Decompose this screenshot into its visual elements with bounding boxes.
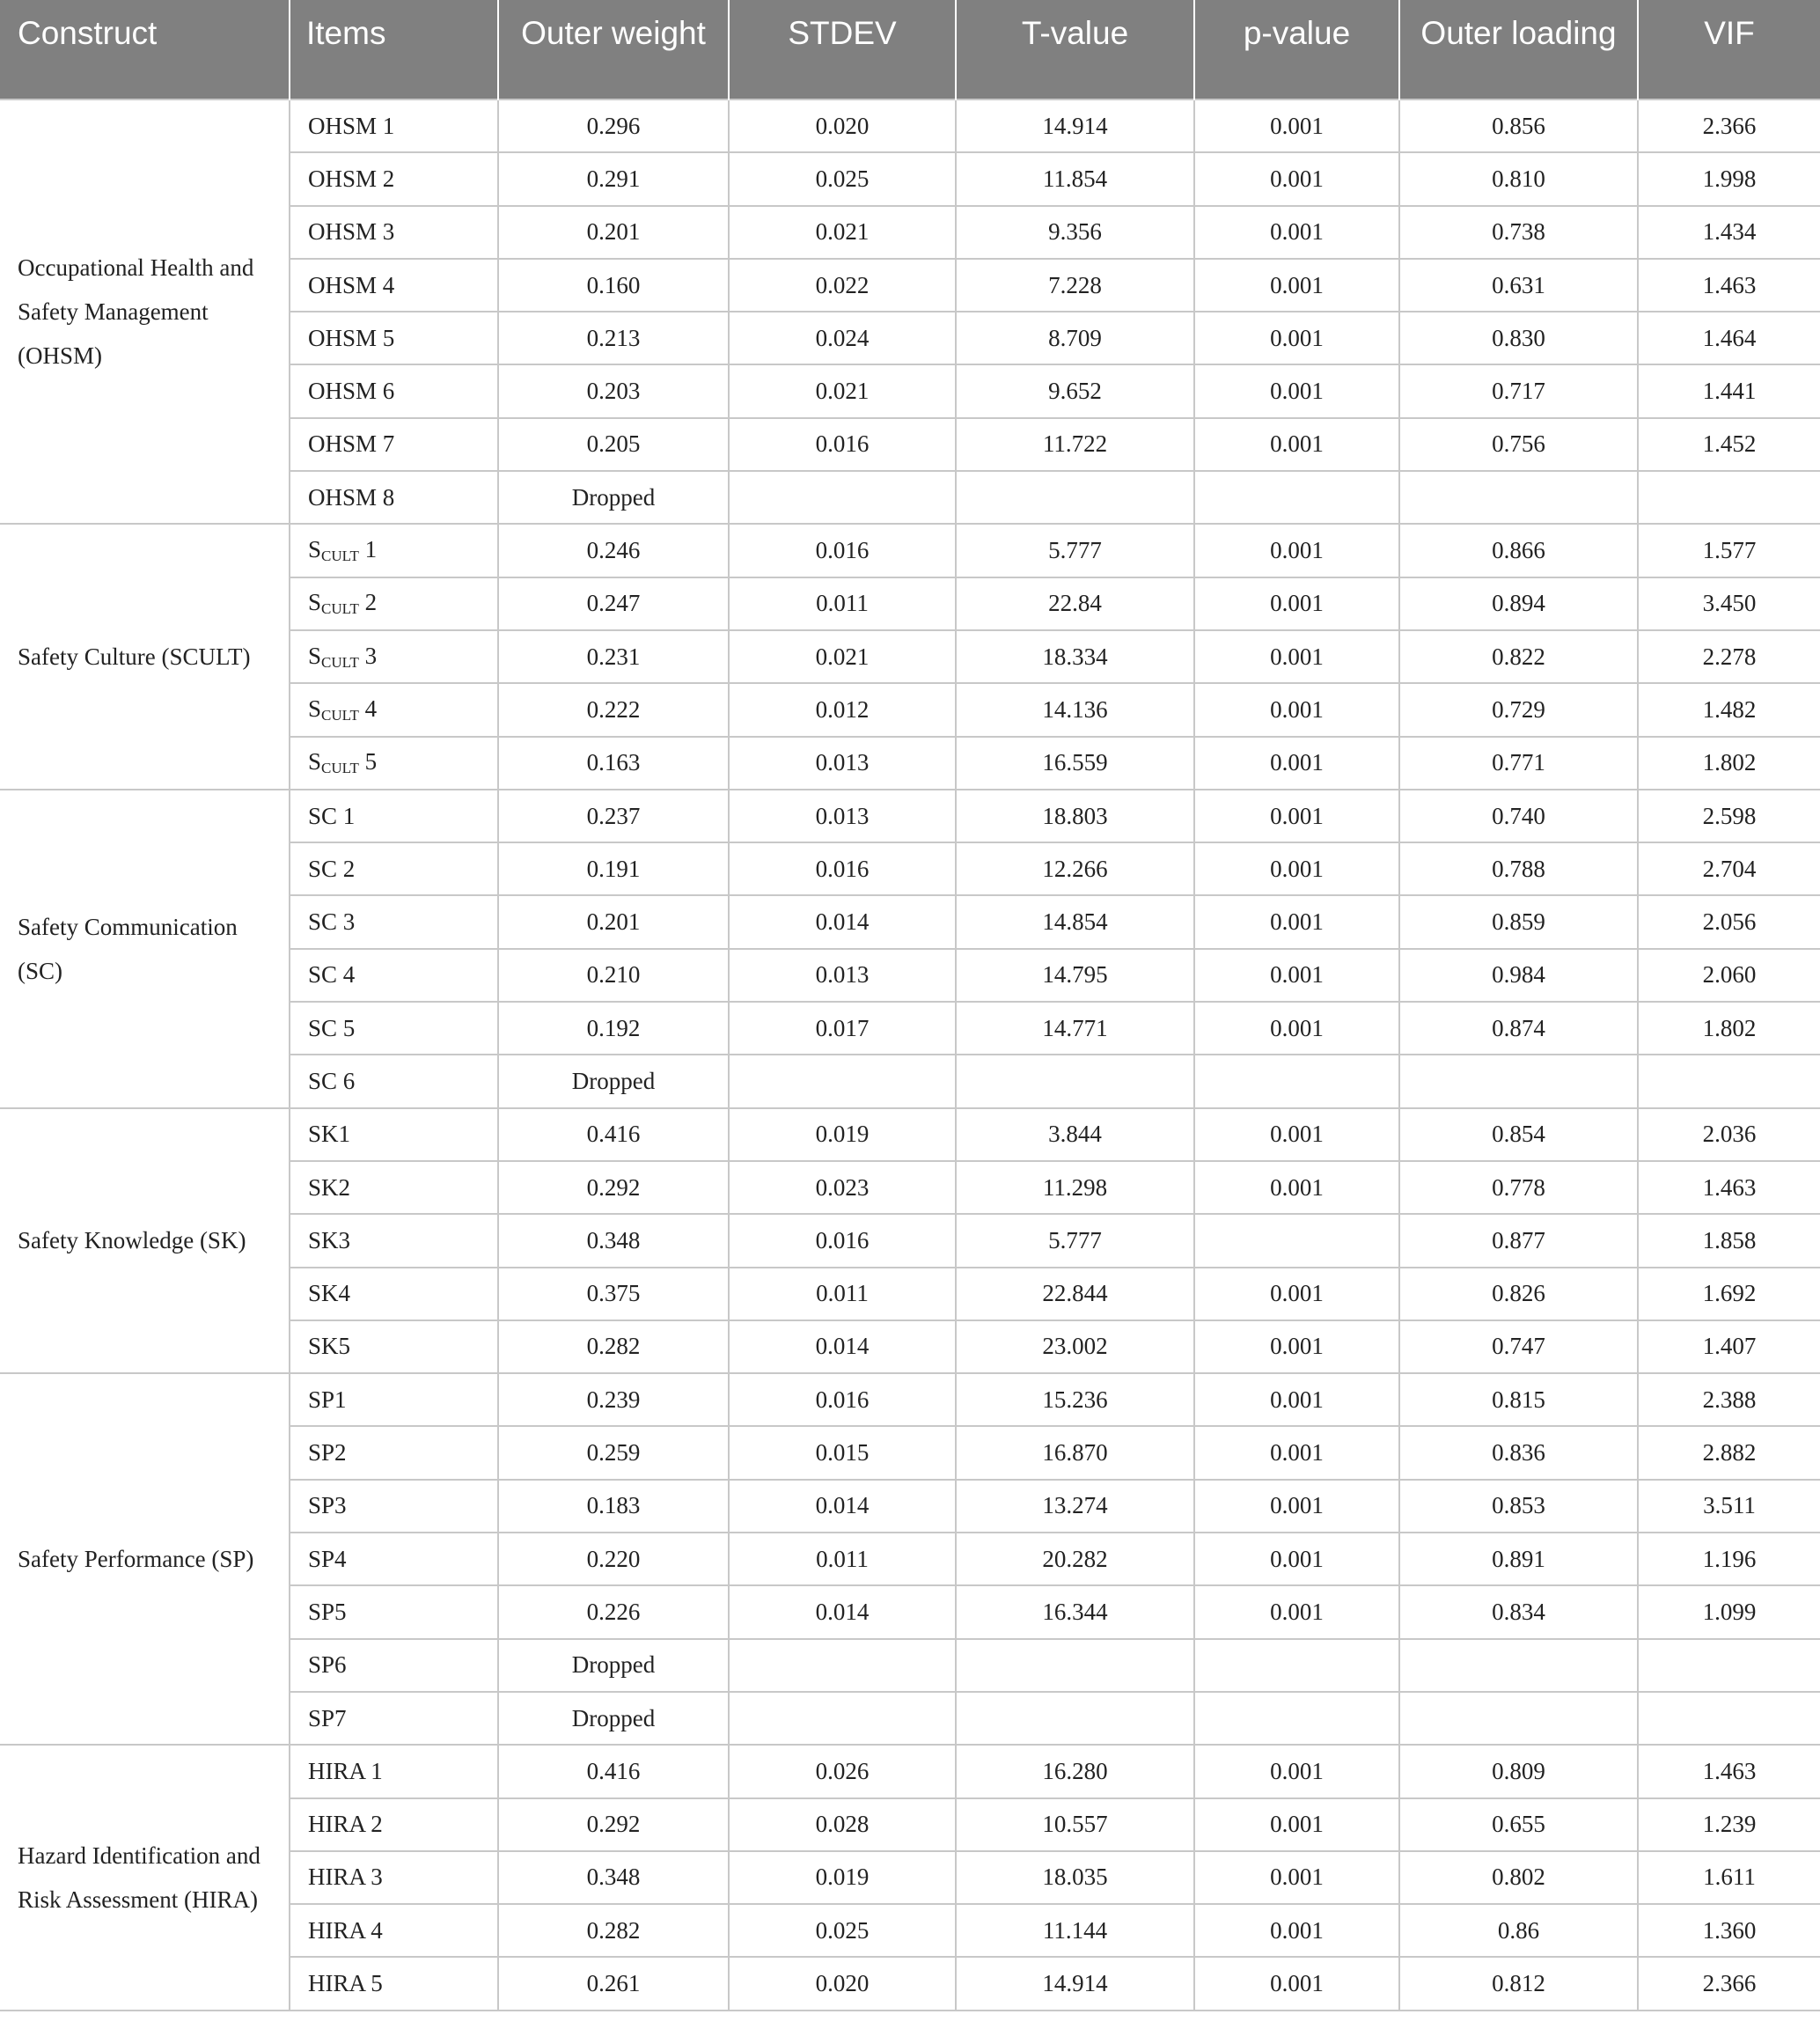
outer-weight-cell: Dropped (498, 1692, 729, 1745)
item-cell (290, 630, 498, 683)
item-cell: SC 3 (290, 895, 498, 948)
p-value-cell: 0.001 (1194, 1161, 1399, 1214)
outer-loading-cell: 0.877 (1399, 1214, 1638, 1267)
t-value-cell: 5.777 (956, 1214, 1194, 1267)
outer-weight-cell: 0.292 (498, 1798, 729, 1851)
outer-loading-cell: 0.809 (1399, 1745, 1638, 1797)
outer-loading-cell: 0.717 (1399, 364, 1638, 417)
outer-loading-cell: 0.854 (1399, 1108, 1638, 1161)
outer-weight-cell: 0.222 (498, 683, 729, 736)
p-value-cell: 0.001 (1194, 524, 1399, 577)
item-prefix: S (308, 589, 322, 616)
p-value-cell: 0.001 (1194, 895, 1399, 948)
outer-weight-cell: 0.160 (498, 259, 729, 312)
item-cell: HIRA 4 (290, 1904, 498, 1957)
vif-cell: 1.360 (1638, 1904, 1820, 1957)
t-value-cell: 11.298 (956, 1161, 1194, 1214)
vif-cell: 2.056 (1638, 895, 1820, 948)
t-value-cell: 13.274 (956, 1480, 1194, 1533)
outer-weight-cell: 0.191 (498, 842, 729, 895)
item-cell: HIRA 3 (290, 1851, 498, 1904)
outer-loading-cell: 0.747 (1399, 1320, 1638, 1373)
p-value-cell: 0.001 (1194, 1904, 1399, 1957)
outer-loading-cell: 0.856 (1399, 99, 1638, 152)
item-prefix: S (308, 642, 322, 669)
vif-cell: 2.060 (1638, 949, 1820, 1002)
outer-loading-cell: 0.738 (1399, 206, 1638, 259)
item-cell: SP7 (290, 1692, 498, 1745)
table-row (0, 790, 1820, 842)
vif-cell: 2.882 (1638, 1426, 1820, 1479)
outer-weight-cell: 0.246 (498, 524, 729, 577)
p-value-cell: 0.001 (1194, 364, 1399, 417)
t-value-cell: 22.844 (956, 1268, 1194, 1320)
table-row (0, 524, 1820, 577)
p-value-cell: 0.001 (1194, 1745, 1399, 1797)
t-value-cell: 22.84 (956, 577, 1194, 630)
vif-cell: 1.099 (1638, 1585, 1820, 1638)
vif-cell (1638, 1639, 1820, 1692)
item-cell: SP5 (290, 1585, 498, 1638)
item-subscript: CULT (321, 706, 359, 724)
stdev-cell: 0.024 (729, 312, 956, 364)
vif-cell: 2.704 (1638, 842, 1820, 895)
vif-cell: 1.452 (1638, 418, 1820, 471)
item-cell: OHSM 3 (290, 206, 498, 259)
p-value-cell: 0.001 (1194, 1002, 1399, 1055)
outer-weight-cell: 0.261 (498, 1957, 729, 2010)
stdev-cell: 0.021 (729, 206, 956, 259)
t-value-cell: 18.803 (956, 790, 1194, 842)
t-value-cell: 3.844 (956, 1108, 1194, 1161)
outer-weight-cell: 0.259 (498, 1426, 729, 1479)
vif-cell: 3.511 (1638, 1480, 1820, 1533)
stdev-cell: 0.012 (729, 683, 956, 736)
outer-loading-cell: 0.756 (1399, 418, 1638, 471)
outer-loading-cell: 0.86 (1399, 1904, 1638, 1957)
p-value-cell (1194, 1214, 1399, 1267)
table-row (0, 1108, 1820, 1161)
outer-weight-cell: 0.205 (498, 418, 729, 471)
vif-cell: 1.692 (1638, 1268, 1820, 1320)
vif-cell: 1.577 (1638, 524, 1820, 577)
item-cell (290, 524, 498, 577)
p-value-cell: 0.001 (1194, 1480, 1399, 1533)
outer-loading-cell: 0.874 (1399, 1002, 1638, 1055)
outer-weight-cell: 0.348 (498, 1214, 729, 1267)
p-value-cell (1194, 1692, 1399, 1745)
p-value-cell: 0.001 (1194, 577, 1399, 630)
p-value-cell: 0.001 (1194, 99, 1399, 152)
p-value-cell: 0.001 (1194, 1851, 1399, 1904)
item-cell (290, 737, 498, 790)
vif-cell: 1.482 (1638, 683, 1820, 736)
stdev-cell: 0.014 (729, 1480, 956, 1533)
outer-loading-cell: 0.822 (1399, 630, 1638, 683)
outer-loading-cell: 0.830 (1399, 312, 1638, 364)
outer-loading-cell: 0.740 (1399, 790, 1638, 842)
construct-cell: Safety Communication (SC) (0, 790, 290, 1108)
t-value-cell: 16.280 (956, 1745, 1194, 1797)
header-items: Items (290, 0, 498, 99)
t-value-cell: 10.557 (956, 1798, 1194, 1851)
item-cell: HIRA 2 (290, 1798, 498, 1851)
item-cell: SK3 (290, 1214, 498, 1267)
item-cell: OHSM 2 (290, 152, 498, 205)
p-value-cell: 0.001 (1194, 259, 1399, 312)
outer-loading-cell: 0.802 (1399, 1851, 1638, 1904)
t-value-cell: 16.870 (956, 1426, 1194, 1479)
outer-loading-cell (1399, 1055, 1638, 1107)
stdev-cell: 0.014 (729, 1585, 956, 1638)
construct-cell: Safety Culture (SCULT) (0, 524, 290, 789)
t-value-cell: 14.854 (956, 895, 1194, 948)
outer-loading-cell: 0.655 (1399, 1798, 1638, 1851)
outer-weight-cell: 0.282 (498, 1320, 729, 1373)
t-value-cell: 18.334 (956, 630, 1194, 683)
vif-cell (1638, 1692, 1820, 1745)
header-outer-weight: Outer weight (498, 0, 729, 99)
item-prefix: S (308, 695, 322, 722)
stdev-cell: 0.013 (729, 737, 956, 790)
p-value-cell: 0.001 (1194, 1108, 1399, 1161)
outer-weight-cell: 0.291 (498, 152, 729, 205)
t-value-cell: 20.282 (956, 1533, 1194, 1585)
item-cell: SP1 (290, 1373, 498, 1426)
header-p-value: p-value (1194, 0, 1399, 99)
item-cell (290, 683, 498, 736)
outer-weight-cell: 0.183 (498, 1480, 729, 1533)
t-value-cell: 15.236 (956, 1373, 1194, 1426)
p-value-cell: 0.001 (1194, 206, 1399, 259)
outer-weight-cell: 0.163 (498, 737, 729, 790)
vif-cell: 1.463 (1638, 259, 1820, 312)
t-value-cell: 11.722 (956, 418, 1194, 471)
outer-weight-cell: 0.416 (498, 1108, 729, 1161)
t-value-cell (956, 1055, 1194, 1107)
stdev-cell: 0.011 (729, 1268, 956, 1320)
stdev-cell: 0.023 (729, 1161, 956, 1214)
stdev-cell: 0.025 (729, 1904, 956, 1957)
outer-loading-cell: 0.812 (1399, 1957, 1638, 2010)
outer-loading-cell (1399, 471, 1638, 524)
t-value-cell: 11.854 (956, 152, 1194, 205)
stdev-cell: 0.011 (729, 1533, 956, 1585)
p-value-cell: 0.001 (1194, 1798, 1399, 1851)
t-value-cell: 9.356 (956, 206, 1194, 259)
outer-loading-cell: 0.788 (1399, 842, 1638, 895)
stdev-cell: 0.016 (729, 842, 956, 895)
t-value-cell: 16.344 (956, 1585, 1194, 1638)
item-cell: SP2 (290, 1426, 498, 1479)
item-cell: OHSM 7 (290, 418, 498, 471)
stdev-cell (729, 471, 956, 524)
stdev-cell: 0.011 (729, 577, 956, 630)
p-value-cell (1194, 1055, 1399, 1107)
outer-weight-cell: 0.239 (498, 1373, 729, 1426)
header-stdev: STDEV (729, 0, 956, 99)
vif-cell: 1.196 (1638, 1533, 1820, 1585)
item-cell: OHSM 8 (290, 471, 498, 524)
item-cell: OHSM 5 (290, 312, 498, 364)
table-row (0, 1373, 1820, 1426)
construct-cell: Safety Performance (SP) (0, 1373, 290, 1745)
t-value-cell: 7.228 (956, 259, 1194, 312)
t-value-cell: 8.709 (956, 312, 1194, 364)
item-cell: SK1 (290, 1108, 498, 1161)
item-cell: SC 5 (290, 1002, 498, 1055)
vif-cell: 1.434 (1638, 206, 1820, 259)
header-vif: VIF (1638, 0, 1820, 99)
header-outer-loading: Outer loading (1399, 0, 1638, 99)
outer-loading-cell: 0.891 (1399, 1533, 1638, 1585)
outer-weight-cell: 0.231 (498, 630, 729, 683)
stdev-cell: 0.021 (729, 630, 956, 683)
stdev-cell: 0.020 (729, 99, 956, 152)
vif-cell: 1.464 (1638, 312, 1820, 364)
vif-cell: 2.598 (1638, 790, 1820, 842)
outer-weight-cell: 0.296 (498, 99, 729, 152)
outer-loading-cell: 0.853 (1399, 1480, 1638, 1533)
vif-cell: 3.450 (1638, 577, 1820, 630)
t-value-cell: 18.035 (956, 1851, 1194, 1904)
item-cell: OHSM 6 (290, 364, 498, 417)
p-value-cell: 0.001 (1194, 152, 1399, 205)
p-value-cell: 0.001 (1194, 312, 1399, 364)
t-value-cell: 9.652 (956, 364, 1194, 417)
outer-weight-cell: 0.201 (498, 895, 729, 948)
vif-cell: 1.802 (1638, 1002, 1820, 1055)
table-row (0, 1745, 1820, 1797)
outer-loading-cell: 0.894 (1399, 577, 1638, 630)
p-value-cell: 0.001 (1194, 790, 1399, 842)
stdev-cell: 0.021 (729, 364, 956, 417)
outer-weight-cell: 0.282 (498, 1904, 729, 1957)
outer-loading-cell (1399, 1639, 1638, 1692)
p-value-cell: 0.001 (1194, 1585, 1399, 1638)
construct-cell: Safety Knowledge (SK) (0, 1108, 290, 1373)
vif-cell: 1.998 (1638, 152, 1820, 205)
vif-cell: 1.858 (1638, 1214, 1820, 1267)
outer-loading-cell: 0.729 (1399, 683, 1638, 736)
outer-loading-cell: 0.834 (1399, 1585, 1638, 1638)
stdev-cell: 0.016 (729, 1373, 956, 1426)
stdev-cell: 0.014 (729, 1320, 956, 1373)
stdev-cell: 0.019 (729, 1108, 956, 1161)
item-cell: SP6 (290, 1639, 498, 1692)
item-suffix: 5 (358, 748, 378, 776)
vif-cell: 2.036 (1638, 1108, 1820, 1161)
vif-cell: 2.366 (1638, 99, 1820, 152)
p-value-cell: 0.001 (1194, 1533, 1399, 1585)
p-value-cell: 0.001 (1194, 1426, 1399, 1479)
outer-weight-cell: Dropped (498, 1639, 729, 1692)
p-value-cell (1194, 1639, 1399, 1692)
t-value-cell: 14.136 (956, 683, 1194, 736)
item-cell: SC 4 (290, 949, 498, 1002)
stdev-cell: 0.016 (729, 1214, 956, 1267)
p-value-cell: 0.001 (1194, 842, 1399, 895)
header-row (0, 0, 1820, 99)
table-row (0, 99, 1820, 152)
t-value-cell: 14.795 (956, 949, 1194, 1002)
stdev-cell: 0.016 (729, 524, 956, 577)
stdev-cell: 0.022 (729, 259, 956, 312)
outer-loading-cell: 0.810 (1399, 152, 1638, 205)
outer-weight-cell: 0.416 (498, 1745, 729, 1797)
outer-weight-cell: 0.292 (498, 1161, 729, 1214)
p-value-cell: 0.001 (1194, 1957, 1399, 2010)
construct-cell: Hazard Identification and Risk Assessment (HIRA) (0, 1745, 290, 2010)
vif-cell: 1.802 (1638, 737, 1820, 790)
p-value-cell: 0.001 (1194, 737, 1399, 790)
item-cell: SC 6 (290, 1055, 498, 1107)
header-construct: Construct (0, 0, 290, 99)
vif-cell: 2.278 (1638, 630, 1820, 683)
vif-cell: 1.407 (1638, 1320, 1820, 1373)
item-cell: SP4 (290, 1533, 498, 1585)
outer-loading-cell: 0.866 (1399, 524, 1638, 577)
outer-weight-cell: 0.192 (498, 1002, 729, 1055)
vif-cell: 1.611 (1638, 1851, 1820, 1904)
stdev-cell: 0.028 (729, 1798, 956, 1851)
stdev-cell: 0.025 (729, 152, 956, 205)
item-subscript: CULT (321, 653, 359, 671)
outer-loading-cell: 0.815 (1399, 1373, 1638, 1426)
item-cell: OHSM 1 (290, 99, 498, 152)
outer-weight-cell: 0.226 (498, 1585, 729, 1638)
vif-cell: 1.463 (1638, 1161, 1820, 1214)
outer-loading-cell: 0.771 (1399, 737, 1638, 790)
outer-weight-cell: 0.210 (498, 949, 729, 1002)
p-value-cell: 0.001 (1194, 1268, 1399, 1320)
p-value-cell: 0.001 (1194, 630, 1399, 683)
outer-weight-cell: 0.348 (498, 1851, 729, 1904)
outer-loading-cell: 0.859 (1399, 895, 1638, 948)
item-suffix: 3 (358, 642, 378, 669)
item-cell: HIRA 5 (290, 1957, 498, 2010)
t-value-cell: 12.266 (956, 842, 1194, 895)
item-subscript: CULT (321, 548, 359, 565)
vif-cell: 1.441 (1638, 364, 1820, 417)
t-value-cell: 23.002 (956, 1320, 1194, 1373)
stdev-cell: 0.015 (729, 1426, 956, 1479)
t-value-cell: 5.777 (956, 524, 1194, 577)
t-value-cell: 14.914 (956, 99, 1194, 152)
outer-loading-cell: 0.836 (1399, 1426, 1638, 1479)
stdev-cell: 0.019 (729, 1851, 956, 1904)
outer-weight-cell: 0.237 (498, 790, 729, 842)
item-cell: SC 1 (290, 790, 498, 842)
item-cell: SC 2 (290, 842, 498, 895)
item-cell (290, 577, 498, 630)
stdev-cell (729, 1692, 956, 1745)
outer-weight-cell: 0.213 (498, 312, 729, 364)
outer-weight-cell: Dropped (498, 471, 729, 524)
outer-weight-cell: 0.220 (498, 1533, 729, 1585)
outer-weight-cell: 0.203 (498, 364, 729, 417)
p-value-cell (1194, 471, 1399, 524)
p-value-cell: 0.001 (1194, 683, 1399, 736)
t-value-cell: 14.771 (956, 1002, 1194, 1055)
t-value-cell (956, 1692, 1194, 1745)
item-cell: SK5 (290, 1320, 498, 1373)
outer-weight-cell: 0.247 (498, 577, 729, 630)
item-cell: OHSM 4 (290, 259, 498, 312)
stdev-cell: 0.020 (729, 1957, 956, 2010)
vif-cell: 1.463 (1638, 1745, 1820, 1797)
t-value-cell (956, 1639, 1194, 1692)
item-suffix: 1 (358, 536, 378, 563)
p-value-cell: 0.001 (1194, 1320, 1399, 1373)
outer-weight-cell: 0.375 (498, 1268, 729, 1320)
item-cell: SP3 (290, 1480, 498, 1533)
outer-weight-cell: Dropped (498, 1055, 729, 1107)
outer-loading-cell: 0.778 (1399, 1161, 1638, 1214)
p-value-cell: 0.001 (1194, 949, 1399, 1002)
stdev-cell: 0.026 (729, 1745, 956, 1797)
stdev-cell (729, 1639, 956, 1692)
stdev-cell (729, 1055, 956, 1107)
t-value-cell: 16.559 (956, 737, 1194, 790)
outer-loading-cell: 0.826 (1399, 1268, 1638, 1320)
t-value-cell: 11.144 (956, 1904, 1194, 1957)
construct-cell: Occupational Health and Safety Management (OHSM) (0, 99, 290, 524)
stdev-cell: 0.017 (729, 1002, 956, 1055)
stdev-cell: 0.013 (729, 949, 956, 1002)
item-prefix: S (308, 536, 322, 563)
item-prefix: S (308, 748, 322, 776)
item-suffix: 4 (358, 695, 378, 722)
vif-cell: 1.239 (1638, 1798, 1820, 1851)
item-cell: HIRA 1 (290, 1745, 498, 1797)
vif-cell (1638, 471, 1820, 524)
item-cell: SK4 (290, 1268, 498, 1320)
outer-loading-cell (1399, 1692, 1638, 1745)
p-value-cell: 0.001 (1194, 1373, 1399, 1426)
stdev-cell: 0.013 (729, 790, 956, 842)
outer-weight-cell: 0.201 (498, 206, 729, 259)
stdev-cell: 0.014 (729, 895, 956, 948)
item-cell: SK2 (290, 1161, 498, 1214)
vif-cell: 2.388 (1638, 1373, 1820, 1426)
vif-cell (1638, 1055, 1820, 1107)
stdev-cell: 0.016 (729, 418, 956, 471)
header-t-value: T-value (956, 0, 1194, 99)
table-body (0, 99, 1820, 2011)
outer-loading-cell: 0.631 (1399, 259, 1638, 312)
item-subscript: CULT (321, 760, 359, 777)
t-value-cell (956, 471, 1194, 524)
vif-cell: 2.366 (1638, 1957, 1820, 2010)
p-value-cell: 0.001 (1194, 418, 1399, 471)
t-value-cell: 14.914 (956, 1957, 1194, 2010)
item-suffix: 2 (358, 589, 378, 616)
outer-loading-cell: 0.984 (1399, 949, 1638, 1002)
item-subscript: CULT (321, 600, 359, 618)
